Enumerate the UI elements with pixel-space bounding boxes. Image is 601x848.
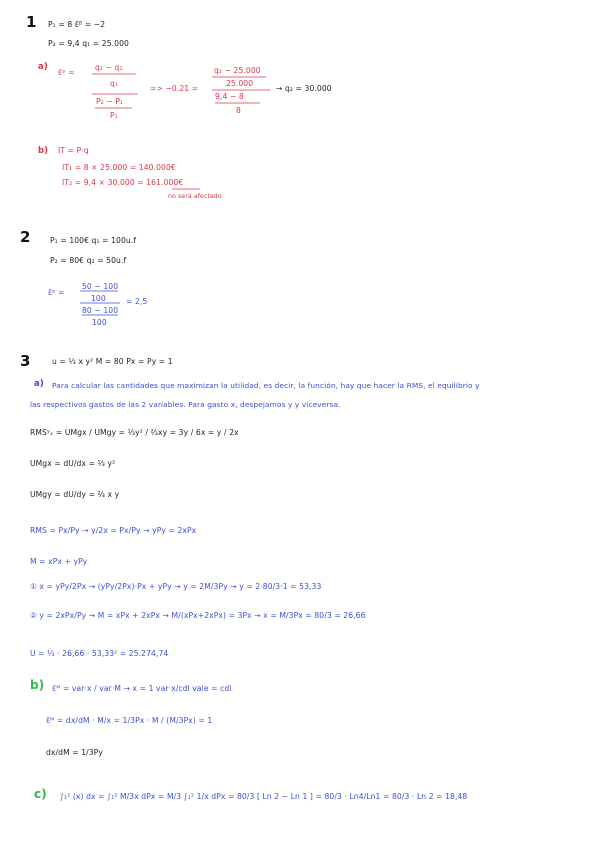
income-formula: IT = P·q [58, 146, 89, 155]
frac3-bot2: 100 [92, 318, 107, 327]
part-b-label: b) [38, 146, 49, 156]
frac3-mid: 100 [91, 294, 106, 303]
income-note: no será afectado [168, 193, 222, 200]
frac2-mid: 25.000 [226, 79, 254, 88]
integral: ∫₁² (x) dx = ∫₁² M/3x dPx = M/3 ∫₁² 1/x dPx = 80/3 [ Ln 2 − Ln 1 ] = 80/3 · Ln4/Ln1 = 80/3 · Ln 2 = 18,48 [60, 792, 468, 801]
part-3a-label: a) [34, 379, 44, 389]
given-row-4: P₂ = 80€ q₂ = 50u.f [50, 256, 127, 265]
given-row-2: P₂ = 9,4 q₁ = 25.000 [48, 39, 129, 48]
dx-dm: dx/dM = 1/3Py [46, 748, 104, 757]
section-number-2: 2 [20, 228, 31, 246]
frac2-top: q₂ − 25.000 [214, 66, 261, 75]
solve-x: ② y = 2xPx/Py → M = xPx + 2xPx → M/(xPx+2xPx) = 3Px → x = M/3Px = 80/3 = 26,66 [30, 611, 366, 620]
given-row-1: P₁ = 8 ε̄ᵖ̄ = −2 [48, 20, 106, 29]
rms-equilibrium: RMS = Px/Py → y/2x = Px/Py → yPy = 2xPx [30, 526, 197, 535]
frac1-top: q₂ − q₁ [95, 63, 123, 72]
elasticity-lhs: ε̄ᵖ = [58, 68, 75, 77]
part-3c-label: c) [34, 787, 47, 801]
umgy: UMgy = dU/dy = ⅔ x y [30, 490, 120, 499]
part-3b-label: b) [30, 678, 45, 692]
income-elasticity-def: ε̄ᴹ = var·x / var·M → x = 1 var·x/cdl vale = cdl [52, 684, 232, 693]
frac3-top: 50 − 100 [82, 282, 119, 291]
frac1-bot: P₂ − P₁ [96, 97, 124, 106]
q2-result: → q₂ = 30.000 [276, 84, 332, 93]
explanation-1: Para calcular las cantidades que maximizan la utilidad, es decir, la función, hay que hacer la RMS, el equilibrio y [52, 381, 480, 390]
umgx: UMgx = dU/dx = ⅓ y² [30, 459, 116, 468]
frac3-bot: 80 − 100 [82, 306, 119, 315]
income-elasticity-calc: ε̄ᴹ = dx/dM · M/x = 1/3Px · M / (M/3Px) = 1 [46, 716, 213, 725]
elasticity-2-lhs: ε̄ᵖ = [48, 288, 65, 297]
equation-middle: => −0.21 = [150, 84, 199, 93]
utility-value: U = ⅓ · 26,66 · 53,33² = 25.274,74 [30, 649, 169, 658]
given-row-3: P₁ = 100€ q₁ = 100u.f [50, 236, 137, 245]
income-1: IT₁ = 8 × 25.000 = 140.000€ [62, 163, 176, 172]
elasticity-2-result: = 2,5 [126, 297, 148, 306]
section-number-3: 3 [20, 352, 31, 370]
frac2-bot2: 8 [236, 106, 241, 115]
frac1-bot2: P₁ [110, 111, 118, 120]
frac2-bot: 9,4 − 8 [215, 92, 244, 101]
solve-y: ① x = yPy/2Px → (yPy/2Px)·Px + yPy → y = 2M/3Py → y = 2·80/3·1 = 53,33 [30, 582, 322, 591]
budget-line: M = xPx + yPy [30, 557, 88, 566]
explanation-2: las respectivos gastos de las 2 variables. Para gasto x, despejamos y y viceversa. [30, 400, 341, 409]
income-2: IT₂ = 9,4 × 30.000 = 161.000€ [62, 178, 184, 187]
rms-derivation: RMSʸₓ = UMgx / UMgy = ⅓y² / ⅔xy = 3y / 6x = y / 2x [30, 428, 239, 437]
part-a-label: a) [38, 62, 48, 72]
frac1-mid: q₁ [110, 79, 119, 88]
utility-head: u = ⅓ x y² M = 80 Px = Py = 1 [52, 357, 173, 366]
section-number-1: 1 [26, 13, 37, 31]
